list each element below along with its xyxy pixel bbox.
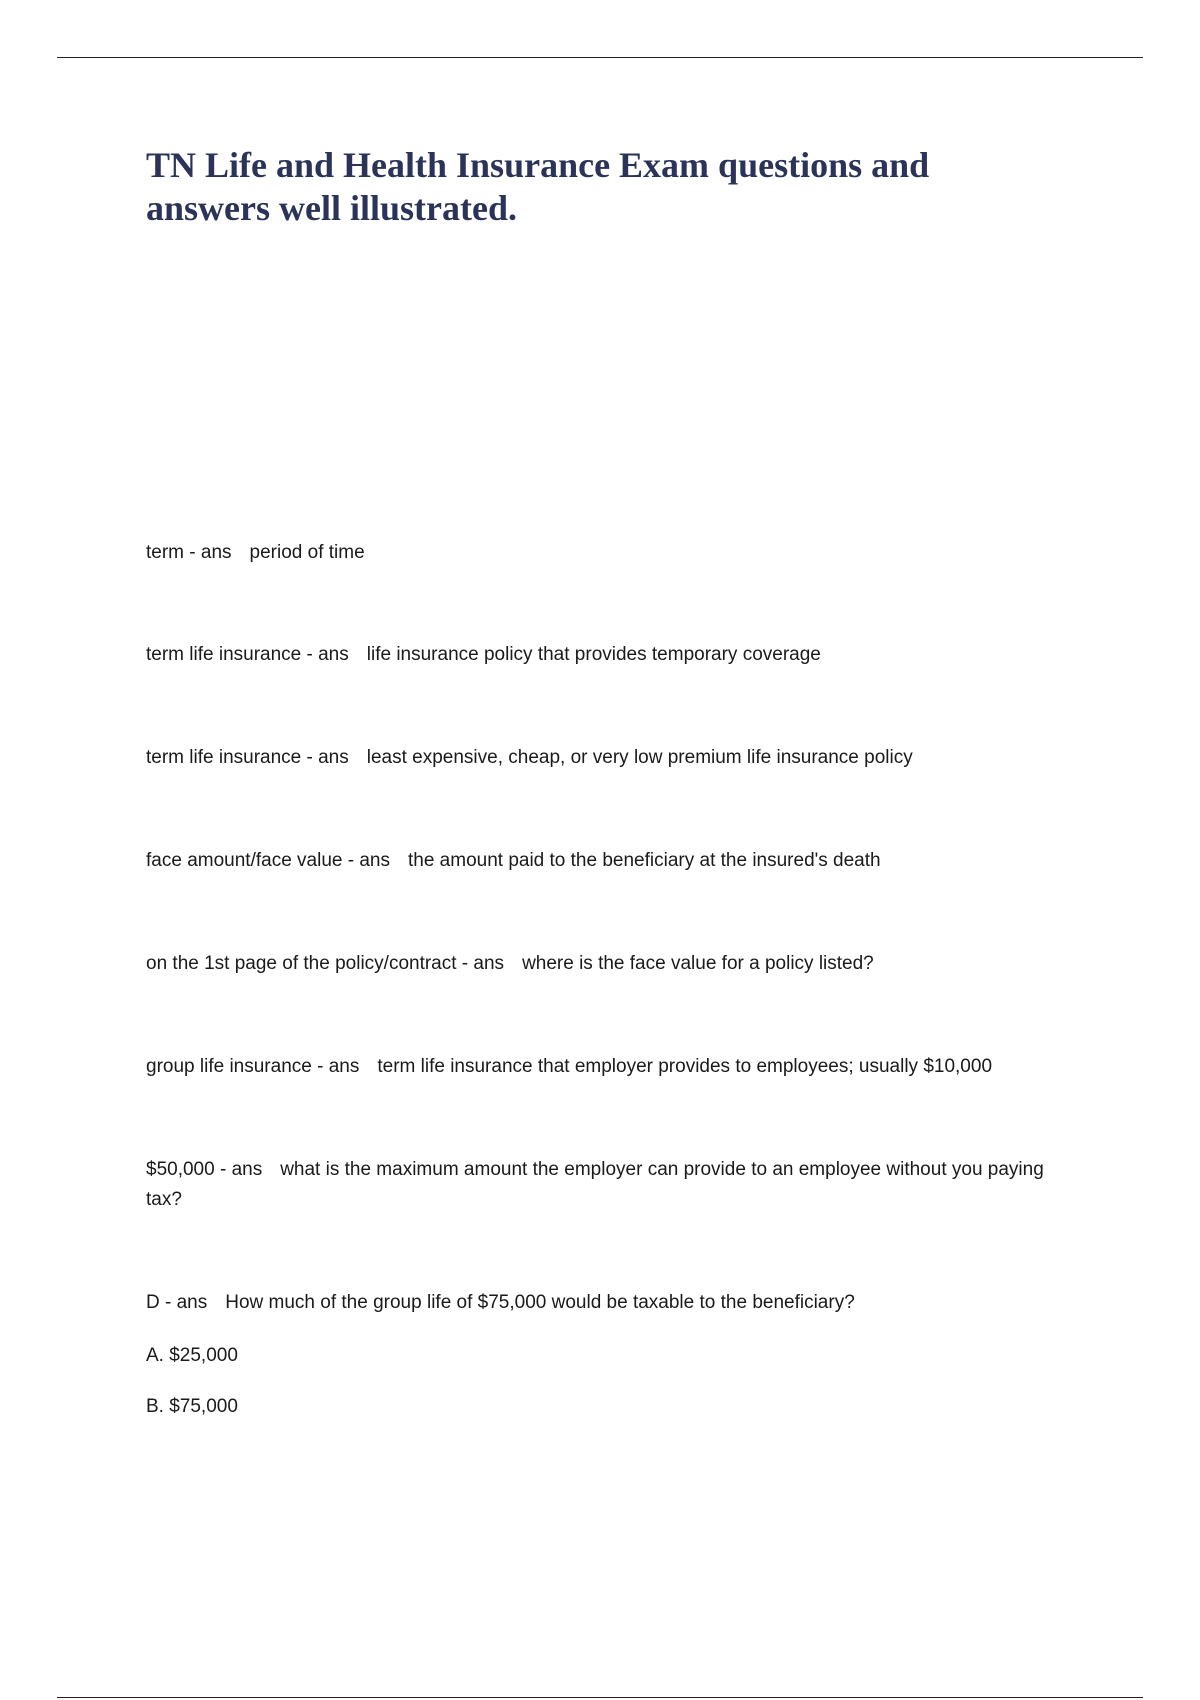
- qa-entry-3: [146, 743, 1066, 773]
- qa-entry-7: [146, 1155, 1066, 1215]
- qa-answer: where is the face value for a policy listed?: [522, 953, 874, 974]
- qa-answer: what is the maximum amount the employer can provide to an employee without you paying tax?: [146, 1159, 1044, 1210]
- top-rule: [57, 57, 1143, 58]
- answer-option-b: B. $75,000: [146, 1396, 238, 1417]
- qa-entry-4: [146, 846, 1066, 876]
- qa-term: term life insurance - ans: [146, 644, 349, 665]
- qa-answer: the amount paid to the beneficiary at the insured's death: [407, 850, 881, 871]
- qa-answer: life insurance policy that provides temporary coverage: [366, 644, 821, 665]
- qa-answer: period of time: [249, 542, 365, 563]
- qa-term: on the 1st page of the policy/contract - ans: [146, 953, 505, 974]
- qa-term: term - ans: [146, 542, 232, 563]
- qa-term: group life insurance - ans: [146, 1056, 360, 1077]
- qa-term: $50,000 - ans: [146, 1159, 263, 1180]
- qa-answer: How much of the group life of $75,000 would be taxable to the beneficiary?: [225, 1292, 855, 1313]
- qa-entry-8: [146, 1288, 1066, 1318]
- qa-entry-5: [146, 949, 1066, 979]
- qa-answer: term life insurance that employer provides to employees; usually $10,000: [377, 1056, 993, 1077]
- qa-term: D - ans: [146, 1292, 208, 1313]
- qa-term: term life insurance - ans: [146, 747, 349, 768]
- bottom-rule: [57, 1697, 1143, 1698]
- qa-term: face amount/face value - ans: [146, 850, 390, 871]
- answer-option-a: A. $25,000: [146, 1345, 238, 1366]
- qa-answer: least expensive, cheap, or very low premium life insurance policy: [366, 747, 913, 768]
- qa-entry-2: [146, 640, 1066, 670]
- document-title: TN Life and Health Insurance Exam questions and answers well illustrated.: [146, 145, 930, 228]
- qa-entry-6: [146, 1052, 1066, 1082]
- qa-entry-1: [146, 538, 1066, 568]
